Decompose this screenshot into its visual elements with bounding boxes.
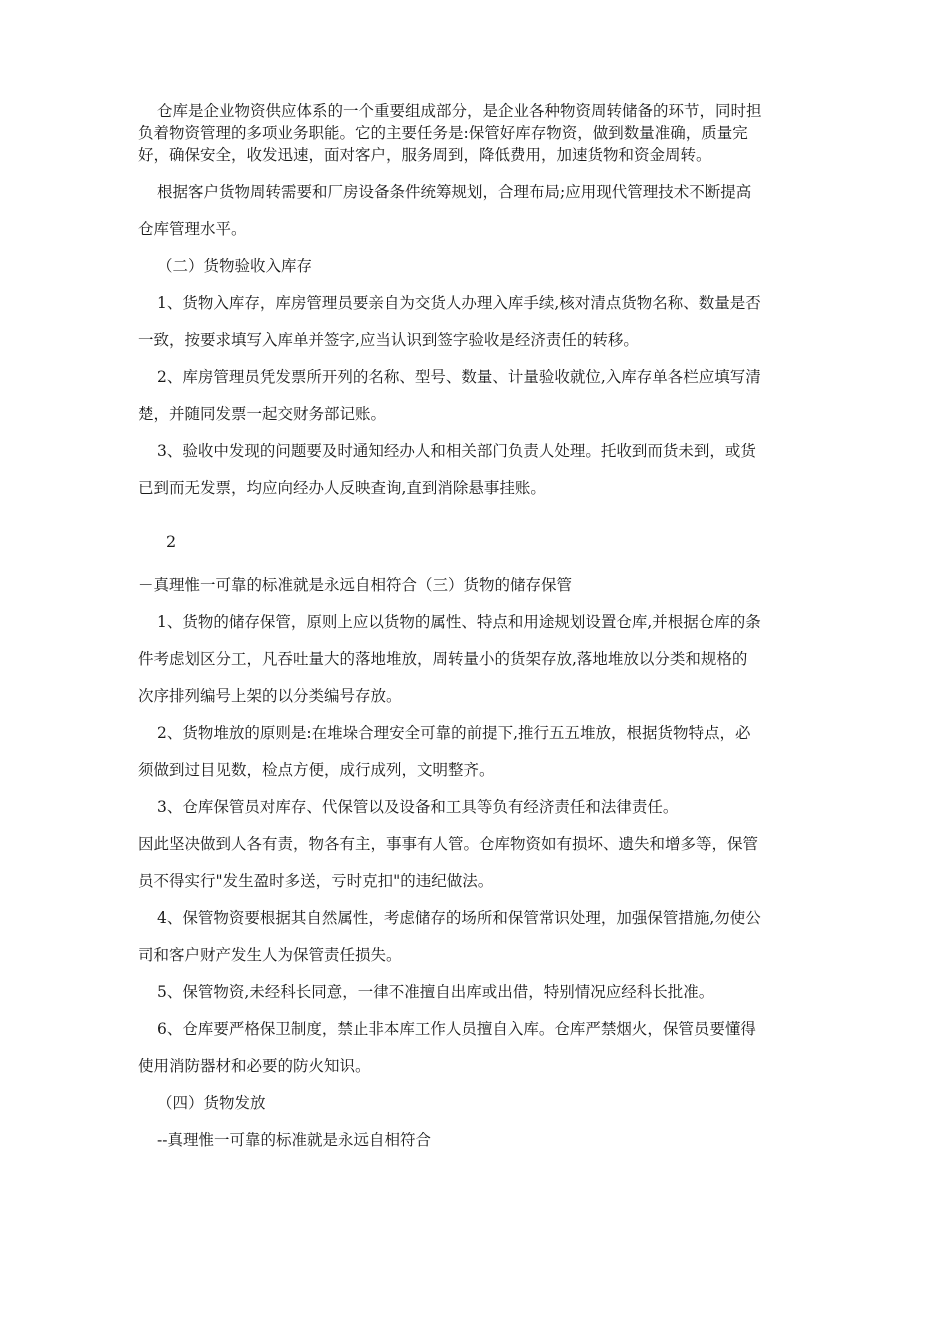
text-line: （四）货物发放 [157, 1094, 266, 1112]
section-heading-receiving [138, 248, 818, 285]
text-line: 3、验收中发现的问题要及时通知经办人和相关部门负责人处理。托收到而货未到，或货 [157, 442, 756, 460]
text-line: 1、货物的储存保管，原则上应以货物的属性、特点和用途规划设置仓库,并根据仓库的条 [157, 613, 761, 631]
text-line: 使用消防器材和必要的防火知识。 [138, 1057, 371, 1075]
paragraph-receiving-3 [138, 433, 818, 507]
paragraph-storage-4 [138, 900, 818, 974]
text-line: 一致，按要求填写入库单并签字,应当认识到签字验收是经济责任的转移。 [138, 331, 639, 349]
paragraph-planning [138, 174, 818, 248]
paragraph-receiving-2 [138, 359, 818, 433]
text-line: 须做到过目见数，检点方便，成行成列，文明整齐。 [138, 761, 495, 779]
text-line: --真理惟一可靠的标准就是永远自相符合 [157, 1131, 431, 1149]
paragraph-quote [138, 1122, 818, 1159]
paragraph-storage-3 [138, 789, 818, 826]
text-line: 因此坚决做到人各有责，物各有主，事事有人管。仓库物资如有损坏、遗失和增多等，保管 [138, 835, 759, 853]
text-line: 已到而无发票，均应向经办人反映查询,直到消除悬事挂账。 [138, 479, 546, 497]
paragraph-storage-5 [138, 974, 818, 1011]
text-line: 2、库房管理员凭发票所开列的名称、型号、数量、计量验收就位,入库存单各栏应填写清 [157, 368, 761, 386]
text-line: 4、保管物资要根据其自然属性，考虑储存的场所和保管常识处理，加强保管措施,勿使公 [157, 909, 761, 927]
text-line: 司和客户财产发生人为保管责任损失。 [138, 946, 402, 964]
text-line: 5、保管物资,未经科长同意，一律不准擅自出库或出借，特别情况应经科长批准。 [157, 983, 715, 1001]
paragraph-intro [138, 100, 818, 166]
text-line: 次序排列编号上架的以分类编号存放。 [138, 687, 402, 705]
section-heading-dispatch [138, 1085, 818, 1122]
paragraph-responsibility [138, 826, 818, 900]
text-line: 根据客户货物周转需要和厂房设备条件统筹规划，合理布局;应用现代管理技术不断提高 [157, 183, 752, 201]
text-line: 楚，并随同发票一起交财务部记账。 [138, 405, 387, 423]
paragraph-storage-1 [138, 604, 818, 715]
text-line: 2、货物堆放的原则是:在堆垛合理安全可靠的前提下,推行五五堆放，根据货物特点，必 [157, 724, 751, 742]
paragraph-receiving-1 [138, 285, 818, 359]
text-line: 仓库是企业物资供应体系的一个重要组成部分，是企业各种物资周转储备的环节，同时担 [157, 102, 762, 120]
text-line: 好，确保安全，收发迅速，面对客户，服务周到，降低费用，加速货物和资金周转。 [138, 146, 712, 164]
text-line: 件考虑划区分工，凡吞吐量大的落地堆放，周转量小的货架存放,落地堆放以分类和规格的 [138, 650, 748, 668]
section-heading-storage [138, 567, 818, 604]
text-line: 1、货物入库存，库房管理员要亲自为交货人办理入库手续,核对清点货物名称、数量是否 [157, 294, 761, 312]
text-line: －真理惟一可靠的标准就是永远自相符合（三）货物的储存保管 [138, 576, 573, 594]
text-line: 仓库管理水平。 [138, 220, 247, 238]
text-line: 6、仓库要严格保卫制度，禁止非本库工作人员擅自入库。仓库严禁烟火，保管员要懂得 [157, 1020, 756, 1038]
text-line: （二）货物验收入库存 [157, 257, 313, 275]
page-number: 2 [166, 532, 177, 551]
text-line: 3、仓库保管员对库存、代保管以及设备和工具等负有经济责任和法律责任。 [157, 798, 679, 816]
text-line: 负着物资管理的多项业务职能。它的主要任务是:保管好库存物资，做到数量准确，质量完 [138, 124, 748, 142]
text-line: 员不得实行"发生盈时多送，亏时克扣"的违纪做法。 [138, 872, 494, 890]
paragraph-storage-6 [138, 1011, 818, 1085]
paragraph-storage-2 [138, 715, 818, 789]
